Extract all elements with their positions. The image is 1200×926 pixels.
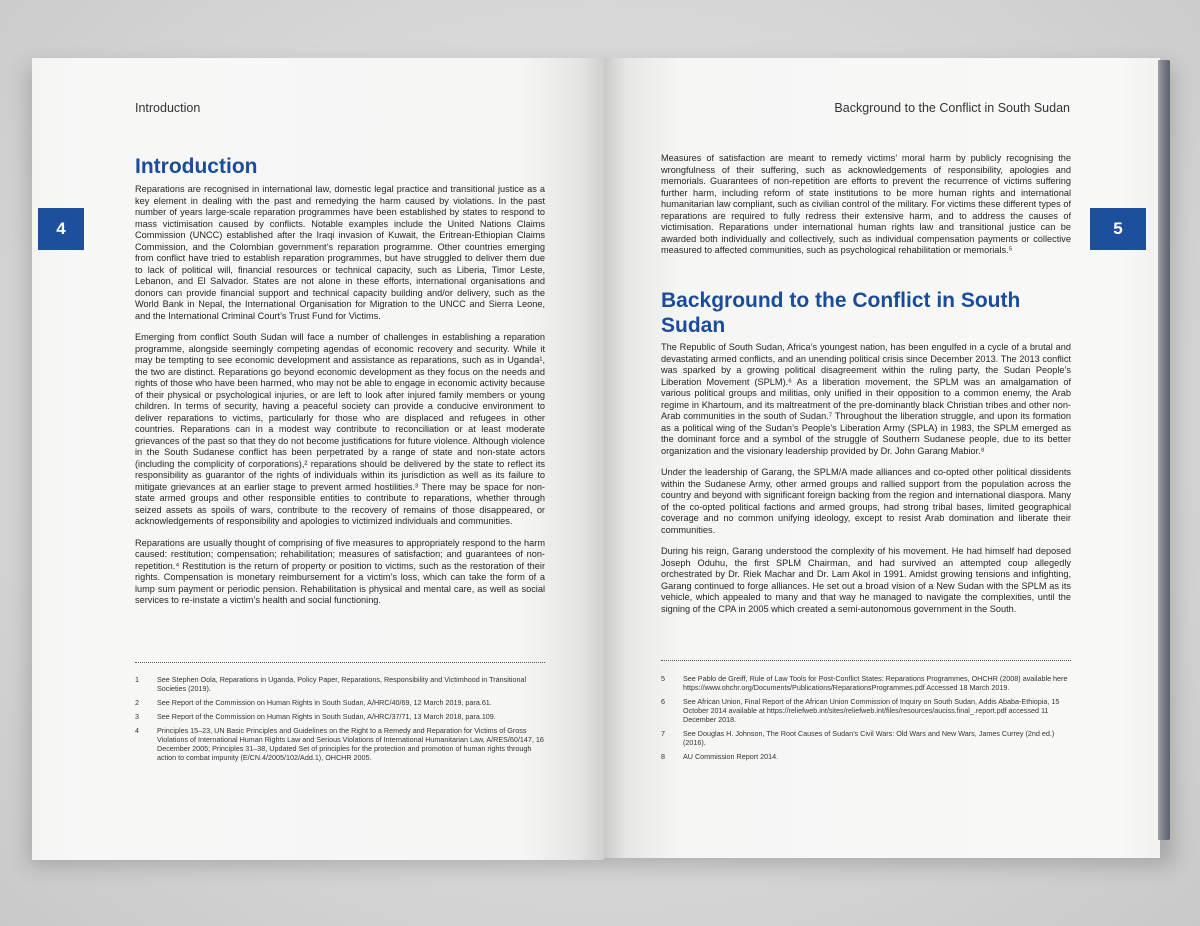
footnote-number: 2 (135, 698, 139, 707)
left-page (32, 58, 604, 860)
page-number-tab: 5 (1090, 208, 1146, 250)
footnote (135, 698, 547, 707)
page-number-tab: 4 (38, 208, 84, 250)
footnote-text: See Stephen Oola, Reparations in Uganda, Policy Paper, Reparations, Responsibility and Victimhood in Transitional Societies (2019). (157, 675, 527, 693)
footnote-text: See Report of the Commission on Human Rights in South Sudan, A/HRC/37/71, 13 March 2018, para.109. (157, 712, 496, 721)
footnotes (135, 675, 547, 767)
footnote (661, 697, 1073, 724)
footnote-text: See African Union, Final Report of the African Union Commission of Inquiry on South Sudan, Addis Ababa-Ethiopia, 15 October 2014 available at https://reliefweb.int/sites/reliefweb.int/files/resources/auciss.final_.report.pdf accessed 11 December 2018. (683, 697, 1060, 724)
footnote-number: 7 (661, 729, 665, 738)
footnote-number: 4 (135, 726, 139, 735)
paragraph: Emerging from conflict South Sudan will face a number of challenges in establishing a reparation programme, alongside seemingly competing agendas of economic recovery and security. While it may be tempting to see economic development and assistance as reparations, such as in Uganda¹, the two are distinct. Reparations go beyond economic development as they focus on the needs and rights of those who have been harmed, who may not be able to engage in economic activity because of their physical or psychological injuries, or are left to look after injured family members or young children. In terms of security, having a peaceful society can provide a conducive environment to deliver reparations to victims, particularly for those who are displaced and refugees in other countries. Reparations can in a modest way contribute to reconciliation or at least moderate grievances of the past so that they do not become justifications for future violence. Although violence in the South Sudanese conflict has been perpetrated by a range of state and non-state actors (including the complicity of corporations),² reparations should be delivered by the state to reflect its responsibility as guarantor of the rights of individuals within its jurisdiction as well as its failure to mitigate grievances at an earlier stage to prevent armed hostilities.³ There may be space for non-state armed groups and other responsible entities to contribute to reparations, whether through seized assets as spoils of wars, contribute to the recovery of remains of those disappeared, or acknowledgements of responsibility and apologies to victimized individuals and communities. (135, 332, 545, 526)
paragraph: Measures of satisfaction are meant to remedy victims’ moral harm by publicly recognising the wrongfulness of their suffering, such as acknowledgements of responsibility, apologies and memorials. Guarantees of non-repetition are efforts to prevent the recurrence of victims suffering further harm, including reform of state institutions to be more human rights and international humanitarian law compliant, such as civilian control of the military. For victims these different types of reparations are required to fully redress their extensive harm, and to address the causes of victimisation. Reparations under international human rights law and transitional justice can be awarded both individually and collectively, such as individual compensation payments or collective measured to affected communities, such as psychological rehabilitation or memorials.⁵ (661, 153, 1071, 255)
paragraph: Reparations are usually thought of comprising of five measures to appropriately respond to the harm caused: restitution; compensation; rehabilitation; measures of satisfaction; and guarantees of non-repetition.⁴ Restitution is the return of property or position to victims, such as the restoration of their rights. Compensation is monetary reimbursement for a victim’s loss, which can take the form of a lump sum payment or periodic pension. Rehabilitation is physical and mental care, as well as social services to re-instate a victim’s health and social functioning. (135, 537, 545, 605)
footnote-text: AU Commission Report 2014. (683, 752, 779, 761)
footnote-text: Principles 15–23, UN Basic Principles and Guidelines on the Right to a Remedy and Reparation for Victims of Gross Violations of International Human Rights Law and Serious Violations of International Humanitarian Law, A/RES/60/147, 16 December 2005; Principles 31–38, Updated Set of principles for the protection and promotion of human rights through action to combat impunity (E/CN.4/2005/102/Add.1), OHCHR 2005. (157, 726, 544, 762)
footnote-text: See Report of the Commission on Human Rights in South Sudan, A/HRC/40/69, 12 March 2019, para.61. (157, 698, 492, 707)
footnote-number: 5 (661, 674, 665, 683)
footnote (661, 674, 1073, 692)
footnote (135, 712, 547, 721)
paragraph: The Republic of South Sudan, Africa’s youngest nation, has been engulfed in a cycle of a brutal and devastating armed conflicts, and an unending political crisis since December 2013. The 2013 conflict was sparked by a growing political disagreement within the ruling party, the Sudan People’s Liberation Movement (SPLM).⁶ As a liberation movement, the SPLM was an amalgamation of various political groups and militias, only unified in their opposition to a common enemy, the Arab regime in Khartoum, and its maltreatment of the pre-dominantly black Christian tribes and other non-Arab communities in the south of Sudan.⁷ Throughout the liberation struggle, and upon its formation as a political wing of the Sudan’s People’s Liberation Army (SPLA) in 1983, the SPLM emerged as the dominant force and a symbol of the struggle of Southern Sudanese people, due to its better organization and the visionary leadership provided by Dr. John Garang Mabior.⁸ (661, 342, 1071, 456)
section-heading: Background to the Conflict in South Sudan (661, 289, 1021, 337)
footnote-text: See Pablo de Greiff, Rule of Law Tools for Post-Conflict States: Reparations Programmes, OHCHR (2008) available here https://www.ohchr.org/Documents/Publications/ReparationsProgrammes.pdf Accessed 18 March 2019. (683, 674, 1068, 692)
running-head: Introduction (135, 101, 201, 115)
footnote-divider (135, 662, 545, 663)
footnote-text: See Douglas H. Johnson, The Root Causes of Sudan’s Civil Wars: Old Wars and New Wars, James Currey (2nd ed.) (2016). (683, 729, 1055, 747)
footnote (661, 752, 1073, 761)
footnote (135, 675, 547, 693)
footnote-divider (661, 660, 1071, 661)
right-page (604, 58, 1160, 858)
footnotes (661, 674, 1073, 766)
book-edge (1158, 60, 1170, 840)
section-heading: Introduction (135, 155, 258, 178)
footnote-number: 8 (661, 752, 665, 761)
body-text (661, 342, 1071, 625)
footnote (661, 729, 1073, 747)
paragraph: During his reign, Garang understood the complexity of his movement. He had himself had deposed Joseph Oduhu, the first SPLM Chairman, and had survived an attempted coup allegedly orchestrated by Dr. Riek Machar and Dr. Lam Akol in 1991. Amidst growing tensions and infighting, Garang continued to forge alliances. He set out a broad vision of a New Sudan with the SPLM as its vehicle, which appealed to many and that way he managed to navigate the complexities, until the signing of the CPA in 2005 which created a semi-autonomous government in the South. (661, 546, 1071, 614)
footnote-number: 3 (135, 712, 139, 721)
footnote (135, 726, 547, 762)
body-text (135, 184, 545, 617)
body-text (661, 153, 1071, 267)
running-head: Background to the Conflict in South Sudan (834, 101, 1070, 115)
footnote-number: 1 (135, 675, 139, 684)
footnote-number: 6 (661, 697, 665, 706)
paragraph: Under the leadership of Garang, the SPLM/A made alliances and co-opted other political dissidents within the Sudanese Army, other armed groups and rallied support from the population across the country and beyond with significant foreign backing from the region and international diaspora. Many of the co-opted political factions and armed groups, had strong tribal bases, limited geographical coverage and no common unifying ideology, except to resist Arab domination and liberate their communities. (661, 467, 1071, 535)
paragraph: Reparations are recognised in international law, domestic legal practice and transitional justice as a key element in dealing with the past and remedying the harm caused by violations. In the past number of years large-scale reparation programmes have been established by states to respond to mass victimisation caused by conflicts. Notable examples include the United Nations Claims Commission (UNCC) established after the Iraqi invasion of Kuwait, the Eritrean-Ethiopian Claims Commission, and the Colombian government’s reparation programme. Other countries emerging from conflict have tried to establish reparation programmes, but have struggled to deliver them due to lack of political will, financial resources or technical capacity, such as Liberia, Timor Leste, Lebanon, and El Salvador. States are not alone in these efforts, international organisations and donors can provide financial support and technical capacity building and/or delivery, such as the World Bank in Nepal, the International Organisation for Migration to the UNCC and Sierra Leone, and the International Criminal Court’s Trust Fund for Victims. (135, 184, 545, 321)
